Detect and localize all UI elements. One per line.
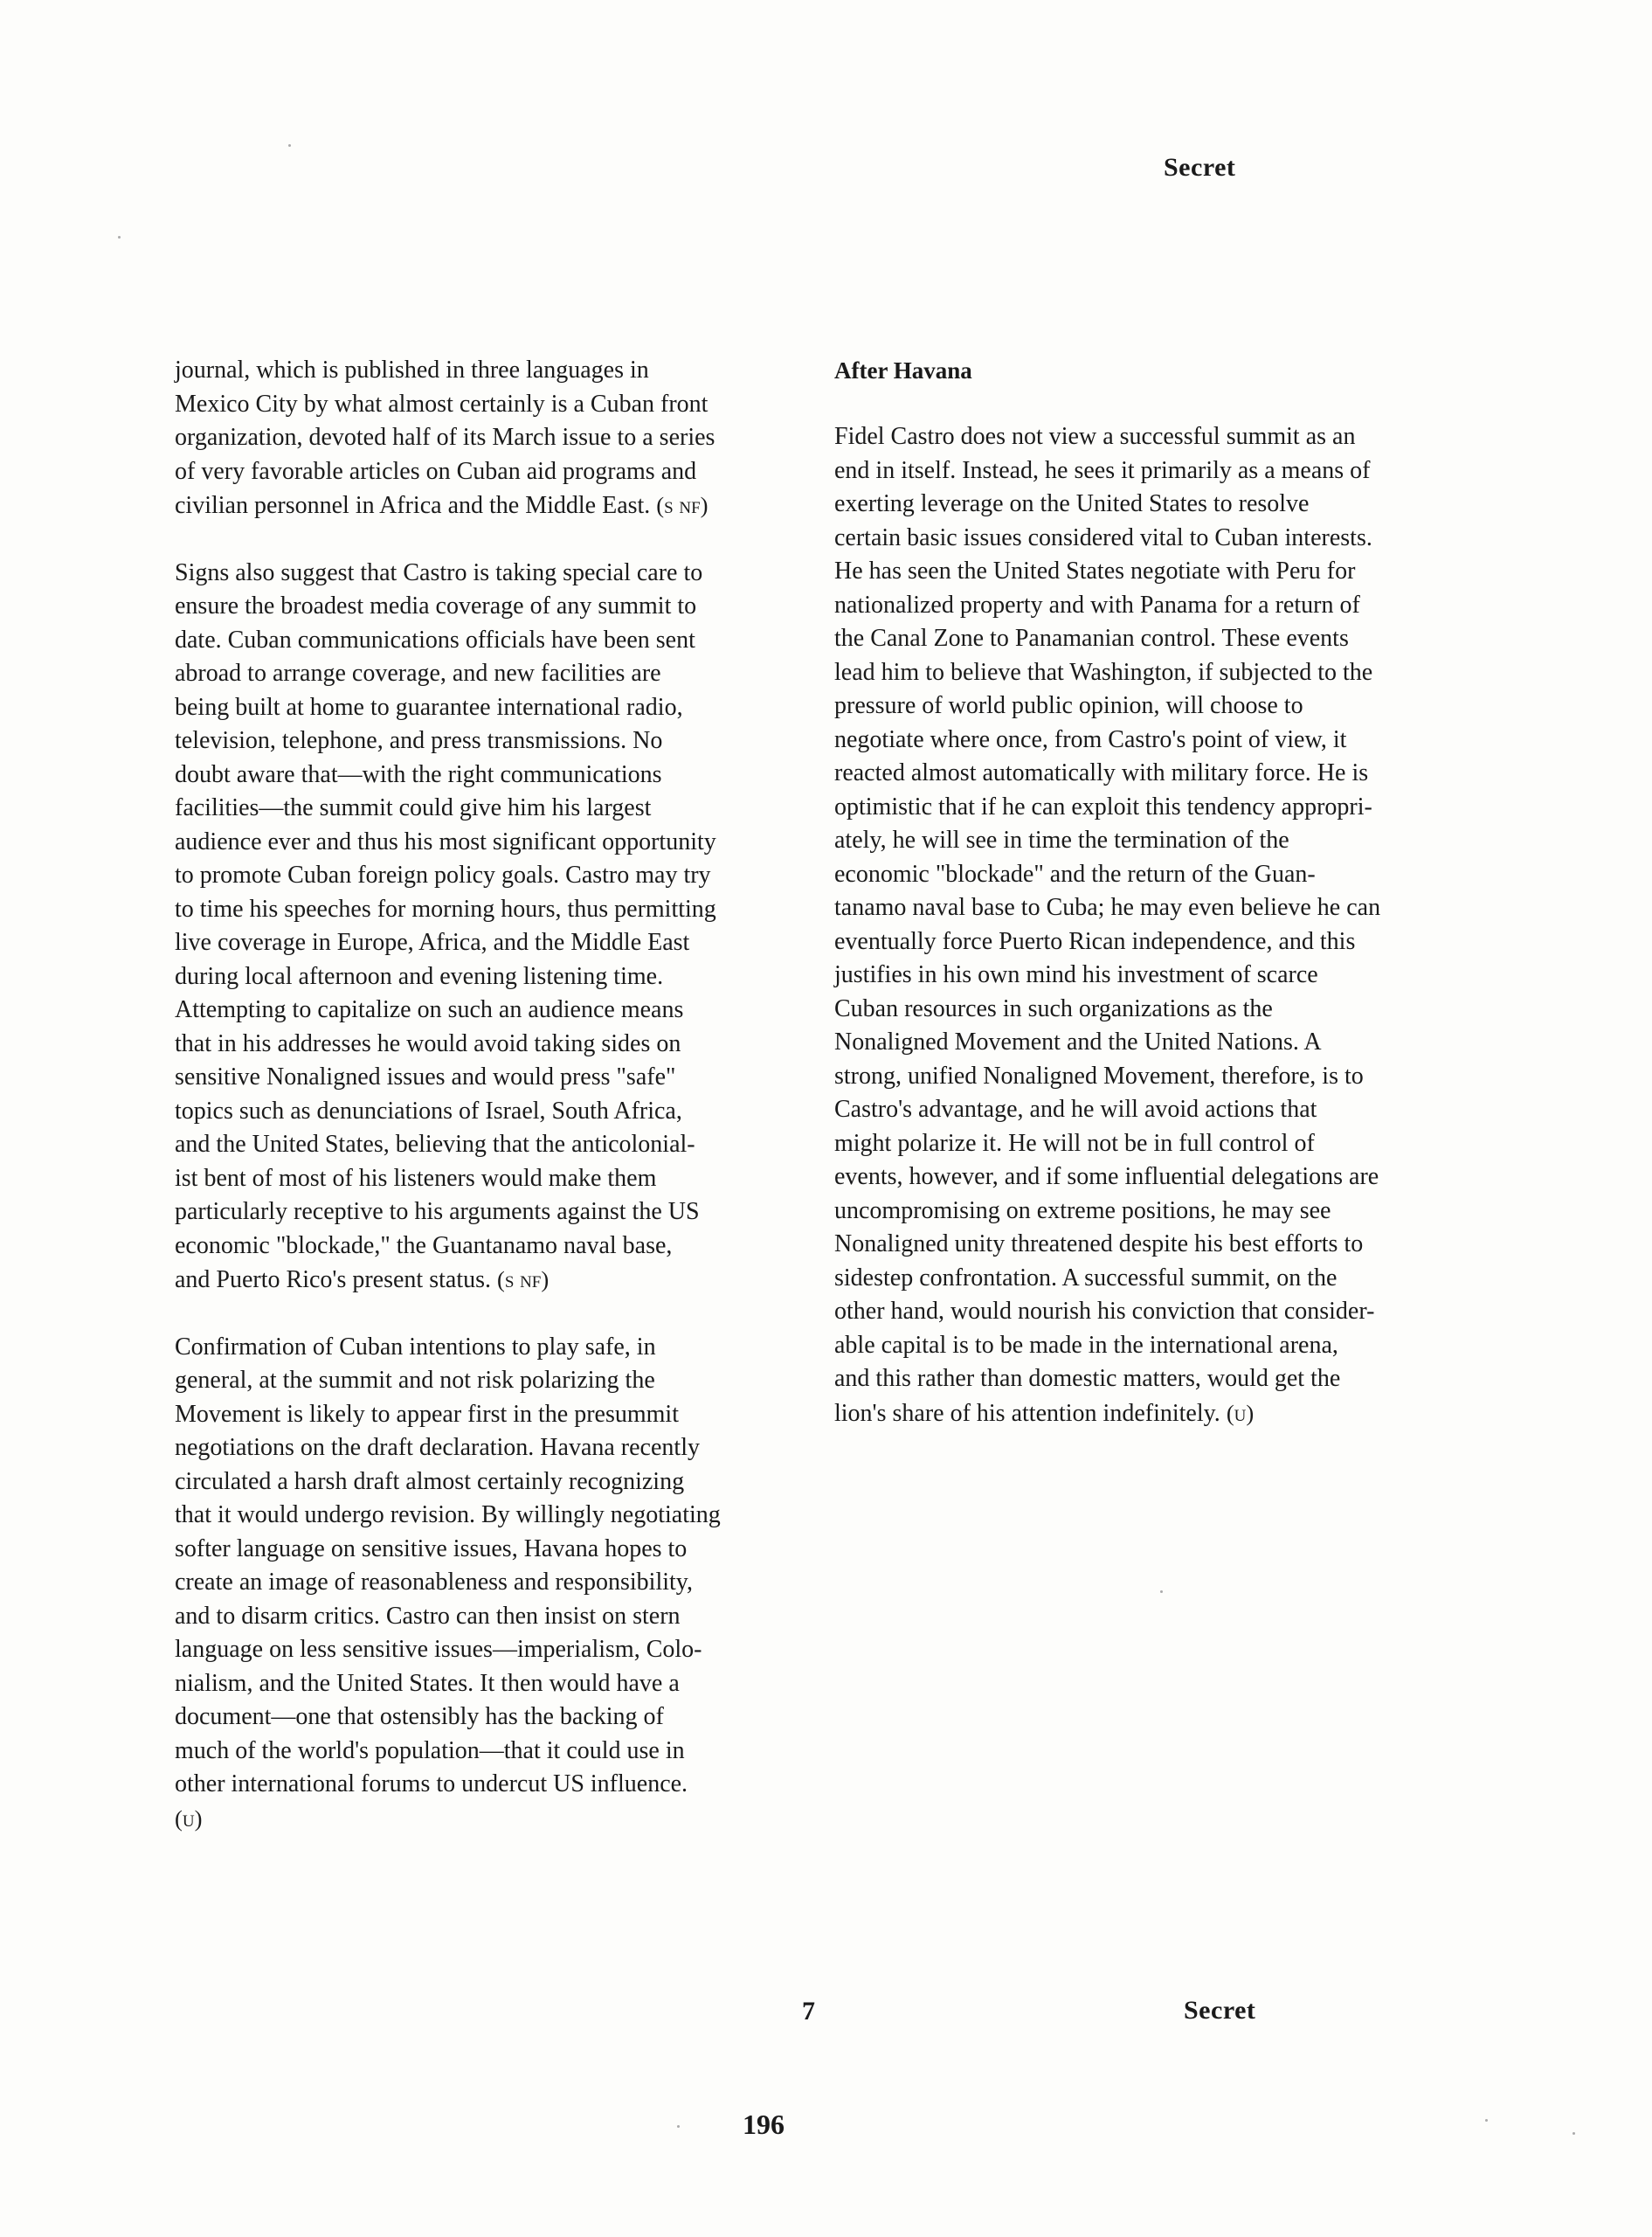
left-column <box>175 354 821 1869</box>
classification-marking: (u) <box>175 1804 203 1832</box>
scan-speck <box>1573 2132 1575 2135</box>
scan-speck <box>1485 2119 1488 2122</box>
paragraph-text: Confirmation of Cuban intentions to play safe, in general, at the summit and not risk polarizing the Movement is likely to appear first in the presummit negotiations on the draft declaration. Havana recently circulated a harsh draft almost certainly recognizing that it would undergo revision. By willingly negotiating softer language on sensitive issues, Havana hopes to create an image of reasonableness and responsibility, and to disarm critics. Castro can then insist on stern language on less sensitive issues—imperialism, Colo- nialism, and the United States. It then would have a document—one that ostensibly has the backing of much of the world's population—that it could use in other international forums to undercut US influence. <box>175 1333 721 1797</box>
paragraph-text: Signs also suggest that Castro is taking special care to ensure the broadest media coverage of any summit to date. Cuban communications officials have been sent abroad to arrange coverage, and new facilities are being built at home to guarantee international radio, television, telephone, and press transmissions. No doubt aware that—with the right communications facilities—the summit could give him his largest audience ever and thus his most significant opportunity to promote Cuban foreign policy goals. Castro may try to time his speeches for morning hours, thus permitting live coverage in Europe, Africa, and the Middle East during local afternoon and evening listening time. Attempting to capitalize on such an audience means that in his addresses he would avoid taking sides on sensitive Nonaligned issues and would press "safe" topics such as denunciations of Israel, South Africa, and the United States, believing that the anticolonial- ist bent of most of his listeners would make them particularly receptive to his arguments against the US economic "blockade," the Guantanamo naval base, and Puerto Rico's present status. <box>175 558 716 1293</box>
scan-speck <box>288 144 291 147</box>
classification-marking: (s nf) <box>656 492 708 518</box>
scan-speck <box>118 236 121 239</box>
scan-speck <box>677 2125 680 2128</box>
classification-marking: (u) <box>1226 1399 1255 1426</box>
section-heading: After Havana <box>834 357 972 384</box>
classification-header: Secret <box>1164 153 1236 182</box>
page-number: 7 <box>802 1997 815 2026</box>
paragraph <box>175 1331 821 1837</box>
classification-marking: (s nf) <box>497 1266 550 1292</box>
scan-speck <box>1160 1590 1163 1593</box>
paragraph <box>175 557 821 1298</box>
paragraph <box>834 420 1476 1430</box>
archive-page-number: 196 <box>743 2109 785 2140</box>
right-column <box>834 354 1476 1464</box>
paragraph <box>175 354 821 523</box>
paragraph-text: Fidel Castro does not view a successful summit as an end in itself. Instead, he sees it primarily as a means of exerting leverage on the United States to resolve certain basic issues considered vital to Cuban interests. He has seen the United States negotiate with Peru for nationalized property and with Panama for a return of the Canal Zone to Panamanian control. These events lead him to believe that Washington, if subjected to the pressure of world public opinion, will choose to negotiate where once, from Castro's point of view, it reacted almost automatically with military force. He is optimistic that if he can exploit this tendency appropri- ately, he will see in time the termination of the economic "blockade" and the return of the Guan- tanamo naval base to Cuba; he may even believe he can eventually force Puerto Rican independence, and this justifies in his own mind his investment of scarce Cuban resources in such organizations as the Nonaligned Movement and the United Nations. A strong, unified Nonaligned Movement, therefore, is to Castro's advantage, and he will avoid actions that might polarize it. He will not be in full control of events, however, and if some influential delegations are uncompromising on extreme positions, he may see Nonaligned unity threatened despite his best efforts to sidestep confrontation. A successful summit, on the other hand, would nourish his conviction that consider- able capital is to be made in the international arena, and this rather than domestic matters, would get the lion's share of his attention indefinitely. <box>834 423 1381 1427</box>
paragraph-text: journal, which is published in three languages in Mexico City by what almost certainly is a Cuban front organization, devoted half of its March issue to a series of very favorable articles on Cuban aid programs and civilian personnel in Africa and the Middle East. <box>175 357 715 519</box>
classification-footer: Secret <box>1184 1996 1256 2025</box>
